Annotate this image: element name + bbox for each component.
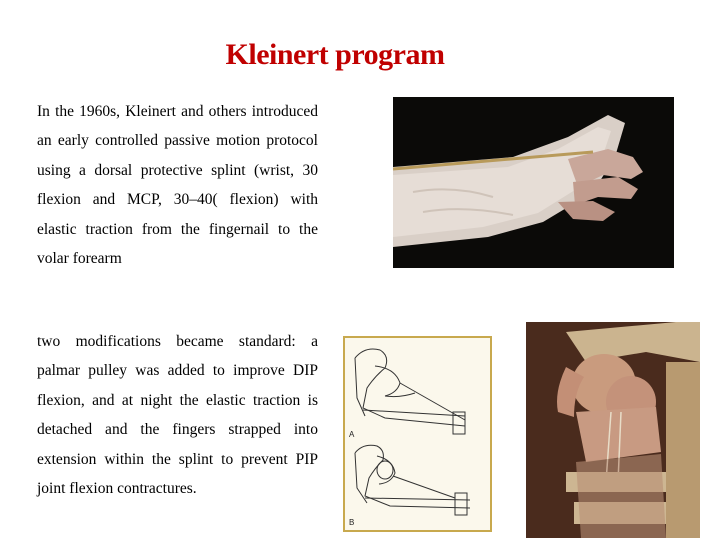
paragraph-modifications: two modifications became standard: a palmar pulley was added to improve DIP flexion, and at night the elastic traction is detached and the fingers strapped into extension within the splint to prevent PIP joint flexion contractures. xyxy=(37,333,318,498)
slide-title: Kleinert program xyxy=(225,38,445,71)
splint-diagram xyxy=(343,336,492,532)
paragraph-kleinert-protocol: In the 1960s, Kleinert and others introduced an early controlled passive motion protocol using a dorsal protective splint (wrist, 30 flexion and MCP, 30–40( flexion) with elastic traction from the fingernail to the volar forearm xyxy=(37,103,318,268)
splint-photo-dorsal xyxy=(393,97,674,268)
diagram-label-a: A xyxy=(349,430,355,439)
diagram-label-b: B xyxy=(349,518,355,527)
splint-photo-palmar-pulley xyxy=(526,322,700,538)
